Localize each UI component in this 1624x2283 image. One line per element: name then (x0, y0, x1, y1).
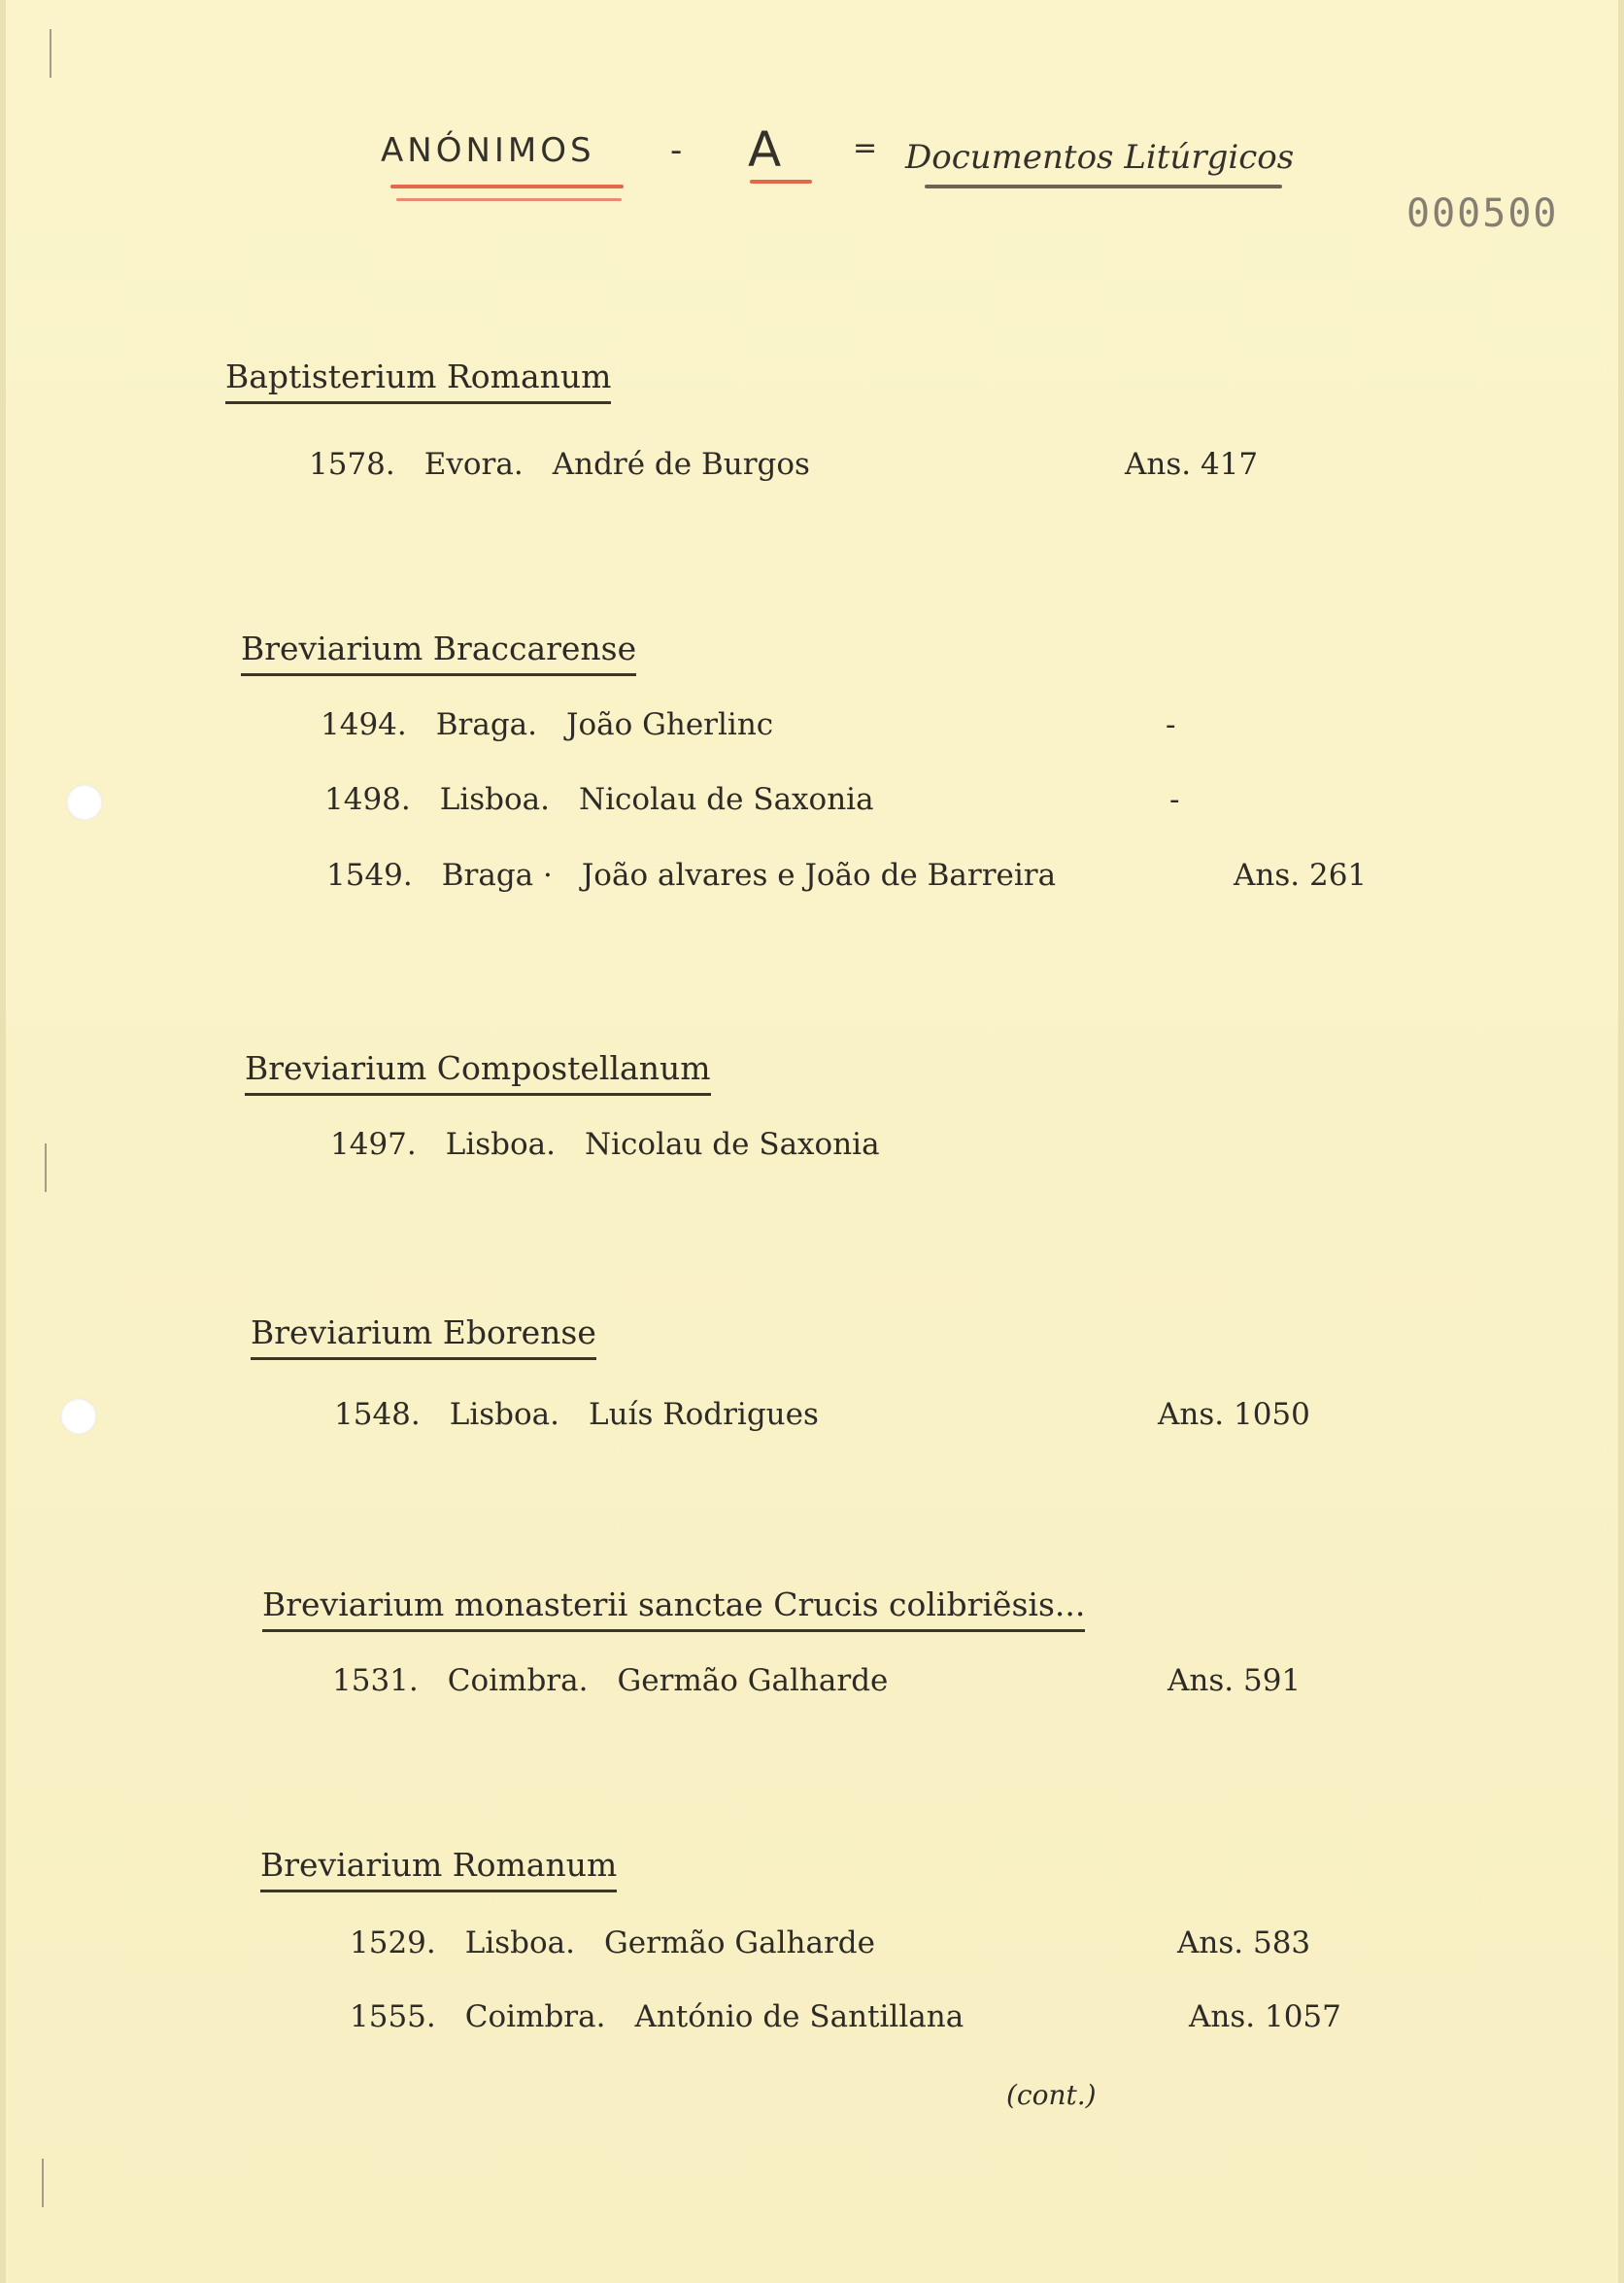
entry-printer: Germão Galharde (617, 1663, 889, 1698)
entry-braccarense-1549 (326, 858, 1056, 893)
entry-year: 1549. (326, 858, 413, 893)
entry-reference: Ans. 583 (1177, 1925, 1311, 1960)
fold-mark-top (50, 29, 51, 78)
entry-reference: Ans. 1057 (1189, 1999, 1341, 2034)
entry-compostellanum-1497 (330, 1127, 880, 1162)
section-title-breviarium-monasterii: Breviarium monasterii sanctae Crucis colibriẽsis... (262, 1585, 1085, 1632)
entry-place: Evora. (423, 447, 524, 482)
paper-right-edge (1618, 0, 1624, 2283)
entry-place: Braga · (441, 858, 553, 893)
entry-year: 1548. (334, 1397, 421, 1432)
header-equals: = (853, 131, 878, 165)
section-title-breviarium-braccarense: Breviarium Braccarense (241, 630, 636, 676)
entry-romanum-1529 (350, 1925, 875, 1960)
punch-hole-bottom (60, 1398, 97, 1435)
fold-mark-middle (45, 1143, 47, 1192)
entry-place: Lisboa. (439, 782, 551, 817)
continuation-note: (cont.) (1006, 2079, 1097, 2111)
entry-reference: - (1169, 782, 1180, 817)
header-anonymous-underline-second (396, 198, 622, 201)
punch-hole-top (66, 784, 103, 821)
entry-braccarense-1494 (321, 707, 773, 742)
entry-reference: Ans. 261 (1234, 858, 1368, 893)
entry-eborense-1548 (334, 1397, 819, 1432)
fold-mark-bottom (42, 2159, 44, 2207)
paper-left-edge (0, 0, 6, 2283)
entry-braccarense-1498 (324, 782, 874, 817)
entry-printer: Nicolau de Saxonia (585, 1127, 880, 1162)
entry-printer: Nicolau de Saxonia (579, 782, 874, 817)
header-letter-underline (750, 180, 812, 184)
entry-year: 1494. (321, 707, 407, 742)
entry-reference: Ans. 1050 (1158, 1397, 1310, 1432)
entry-place: Braga. (435, 707, 538, 742)
section-title-breviarium-compostellanum: Breviarium Compostellanum (245, 1049, 711, 1096)
entry-place: Coimbra. (447, 1663, 589, 1698)
entry-baptisterium-1578 (309, 447, 810, 482)
entry-place: Lisboa. (445, 1127, 557, 1162)
section-title-breviarium-eborense: Breviarium Eborense (251, 1313, 596, 1360)
document-number-stamp: 000500 (1406, 191, 1559, 236)
entry-printer: António de Santillana (634, 1999, 964, 2034)
header-subject-underline (925, 185, 1282, 188)
header-dash: - (670, 131, 683, 170)
entry-printer: André de Burgos (552, 447, 810, 482)
entry-printer: João alvares e João de Barreira (581, 858, 1057, 893)
entry-reference: Ans. 591 (1167, 1663, 1302, 1698)
entry-reference: - (1166, 707, 1176, 742)
entry-printer: Germão Galharde (604, 1925, 875, 1960)
entry-place: Lisboa. (464, 1925, 576, 1960)
entry-year: 1578. (309, 447, 395, 482)
entry-place: Lisboa. (449, 1397, 560, 1432)
header-subject: Documentos Litúrgicos (905, 138, 1295, 177)
entry-romanum-1555 (350, 1999, 964, 2034)
entry-year: 1531. (332, 1663, 419, 1698)
header-letter: A (748, 121, 782, 178)
entry-year: 1555. (350, 1999, 436, 2034)
header-anonymous-underline (390, 185, 624, 188)
entry-year: 1497. (330, 1127, 417, 1162)
entry-year: 1529. (350, 1925, 436, 1960)
entry-printer: João Gherlinc (566, 707, 774, 742)
entry-printer: Luís Rodrigues (589, 1397, 819, 1432)
section-title-breviarium-romanum: Breviarium Romanum (260, 1846, 617, 1892)
section-title-baptisterium-romanum: Baptisterium Romanum (225, 358, 611, 404)
entry-monasterii-1531 (332, 1663, 888, 1698)
entry-place: Coimbra. (464, 1999, 606, 2034)
header-anonymous: ANÓNIMOS (381, 131, 595, 170)
entry-reference: Ans. 417 (1125, 447, 1259, 482)
entry-year: 1498. (324, 782, 411, 817)
